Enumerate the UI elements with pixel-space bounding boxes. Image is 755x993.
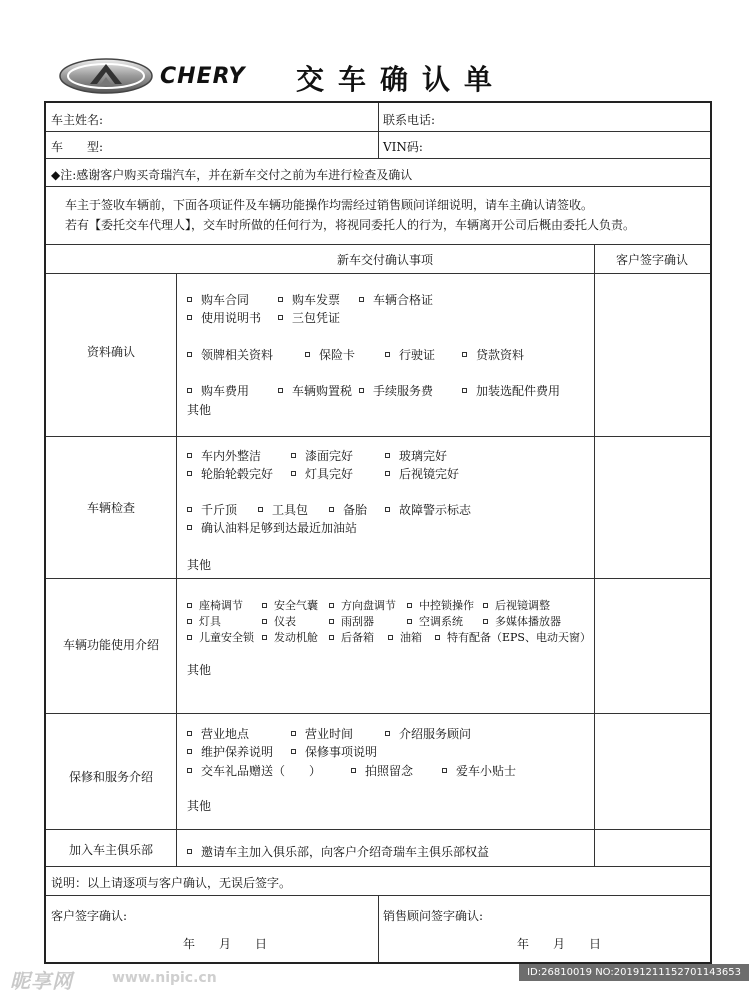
chery-logo-icon bbox=[58, 57, 154, 95]
checkbox-icon bbox=[407, 619, 412, 624]
checkbox-item[interactable]: 玻璃完好 bbox=[385, 447, 447, 464]
page-title: 交车确认单 bbox=[296, 63, 507, 96]
checkbox-item[interactable]: 保修事项说明 bbox=[291, 743, 377, 760]
checkbox-item[interactable]: 特有配备（EPS、电动天窗） bbox=[435, 629, 591, 645]
checkbox-icon bbox=[278, 297, 283, 302]
checkbox-icon bbox=[385, 507, 390, 512]
other-label: 其他 bbox=[187, 558, 212, 572]
checkbox-icon bbox=[187, 471, 192, 476]
checkbox-icon bbox=[187, 849, 192, 854]
checkbox-icon bbox=[359, 388, 364, 393]
checkbox-item[interactable]: 千斤顶 bbox=[187, 501, 237, 518]
checkbox-icon bbox=[187, 603, 192, 608]
other-label: 其他 bbox=[187, 663, 212, 677]
checkbox-item[interactable]: 购车发票 bbox=[278, 291, 340, 308]
brand-name: CHERY bbox=[160, 64, 246, 89]
checkbox-icon bbox=[262, 619, 267, 624]
checkbox-item[interactable]: 确认油料足够到达最近加油站 bbox=[187, 519, 357, 536]
checkbox-icon bbox=[262, 635, 267, 640]
checkbox-item[interactable]: 后备箱 bbox=[329, 629, 374, 645]
checkbox-icon bbox=[385, 453, 390, 458]
notice-line-2: 若有【委托交车代理人】，交车时所做的任何行为，将视同委托人的行为，车辆离开公司后概由委托人负责。 bbox=[65, 218, 636, 232]
checkbox-item[interactable]: 贷款资料 bbox=[462, 346, 524, 363]
checkbox-icon bbox=[291, 453, 296, 458]
checkbox-icon bbox=[187, 635, 192, 640]
checkbox-item[interactable]: 多媒体播放器 bbox=[483, 613, 561, 629]
checkbox-icon bbox=[329, 619, 334, 624]
checkbox-item[interactable]: 爱车小贴士 bbox=[442, 762, 516, 779]
checkbox-item[interactable]: 空调系统 bbox=[407, 613, 463, 629]
checkbox-icon bbox=[262, 603, 267, 608]
notice-note: ◆注:感谢客户购买奇瑞汽车，并在新车交付之前为车进行检查及确认 bbox=[51, 168, 413, 182]
checkbox-item[interactable]: 发动机舱 bbox=[262, 629, 318, 645]
checkbox-item[interactable]: 购车费用 bbox=[187, 382, 249, 399]
checkbox-icon bbox=[329, 603, 334, 608]
column-header-items: 新车交付确认事项 bbox=[336, 253, 433, 267]
checkbox-item[interactable]: 车辆合格证 bbox=[359, 291, 433, 308]
checkbox-icon bbox=[329, 635, 334, 640]
checkbox-item[interactable]: 领牌相关资料 bbox=[187, 346, 273, 363]
model-field[interactable]: 车 型: bbox=[51, 140, 104, 154]
checkbox-icon bbox=[291, 731, 296, 736]
checkbox-item[interactable]: 拍照留念 bbox=[351, 762, 413, 779]
checkbox-icon bbox=[187, 297, 192, 302]
checkbox-item[interactable]: 车内外整洁 bbox=[187, 447, 261, 464]
sales-sign-date[interactable]: 年 月 日 bbox=[517, 937, 602, 951]
section-label-service: 保修和服务介绍 bbox=[68, 770, 153, 784]
checkbox-icon bbox=[187, 525, 192, 530]
checkbox-icon bbox=[187, 507, 192, 512]
checkbox-icon bbox=[278, 315, 283, 320]
checkbox-icon bbox=[462, 388, 467, 393]
checkbox-icon bbox=[258, 507, 263, 512]
checkbox-item[interactable]: 工具包 bbox=[258, 501, 308, 518]
checkbox-item[interactable]: 介绍服务顾问 bbox=[385, 725, 471, 742]
checkbox-item[interactable]: 行驶证 bbox=[385, 346, 435, 363]
checkbox-item[interactable]: 后视镜完好 bbox=[385, 465, 459, 482]
checkbox-item[interactable]: 故障警示标志 bbox=[385, 501, 471, 518]
checkbox-item[interactable]: 座椅调节 bbox=[187, 597, 243, 613]
phone-field[interactable]: 联系电话: bbox=[383, 113, 436, 127]
checkbox-item[interactable]: 维护保养说明 bbox=[187, 743, 273, 760]
column-header-sign: 客户签字确认 bbox=[615, 253, 688, 267]
watermark-url: www.nipic.cn bbox=[112, 970, 217, 986]
checkbox-item[interactable]: 仪表 bbox=[262, 613, 296, 629]
checkbox-item[interactable]: 雨刮器 bbox=[329, 613, 374, 629]
checkbox-icon bbox=[187, 388, 192, 393]
checkbox-item[interactable]: 备胎 bbox=[329, 501, 367, 518]
checkbox-item[interactable]: 保险卡 bbox=[305, 346, 355, 363]
vin-field[interactable]: VIN码: bbox=[383, 140, 423, 154]
checkbox-item[interactable]: 灯具完好 bbox=[291, 465, 353, 482]
checkbox-icon bbox=[187, 619, 192, 624]
checkbox-item[interactable]: 手续服务费 bbox=[359, 382, 433, 399]
checkbox-item[interactable]: 交车礼品赠送（ ） bbox=[187, 762, 321, 779]
checkbox-item[interactable]: 安全气囊 bbox=[262, 597, 318, 613]
checkbox-item[interactable]: 使用说明书 bbox=[187, 309, 261, 326]
watermark-id: ID:26810019 NO:20191211152701143653 bbox=[519, 964, 749, 981]
checkbox-item[interactable]: 营业地点 bbox=[187, 725, 249, 742]
checkbox-icon bbox=[351, 768, 356, 773]
checkbox-icon bbox=[483, 603, 488, 608]
checkbox-icon bbox=[385, 471, 390, 476]
checkbox-icon bbox=[462, 352, 467, 357]
checkbox-item[interactable]: 邀请车主加入俱乐部，向客户介绍奇瑞车主俱乐部权益 bbox=[187, 843, 489, 860]
customer-sign-date[interactable]: 年 月 日 bbox=[183, 937, 268, 951]
checkbox-icon bbox=[187, 731, 192, 736]
checkbox-item[interactable]: 中控锁操作 bbox=[407, 597, 474, 613]
checkbox-icon bbox=[329, 507, 334, 512]
checkbox-icon bbox=[305, 352, 310, 357]
checkbox-item[interactable]: 后视镜调整 bbox=[483, 597, 550, 613]
checkbox-icon bbox=[187, 315, 192, 320]
checkbox-icon bbox=[435, 635, 440, 640]
customer-sign-label[interactable]: 客户签字确认: bbox=[51, 909, 128, 923]
checkbox-icon bbox=[483, 619, 488, 624]
section-label-club: 加入车主俱乐部 bbox=[68, 843, 153, 857]
checkbox-icon bbox=[359, 297, 364, 302]
checkbox-icon bbox=[407, 603, 412, 608]
checkbox-item[interactable]: 购车合同 bbox=[187, 291, 249, 308]
section-label-inspection: 车辆检查 bbox=[86, 501, 135, 515]
other-label: 其他 bbox=[187, 403, 212, 417]
checkbox-item[interactable]: 营业时间 bbox=[291, 725, 353, 742]
watermark bbox=[0, 963, 755, 993]
other-label: 其他 bbox=[187, 799, 212, 813]
checkbox-icon bbox=[278, 388, 283, 393]
checkbox-item[interactable]: 加装选配件费用 bbox=[462, 382, 560, 399]
sales-sign-label[interactable]: 销售顾问签字确认: bbox=[383, 909, 484, 923]
checkbox-item[interactable]: 车辆购置税 bbox=[278, 382, 352, 399]
notice-line-1: 车主于签收车辆前，下面各项证件及车辆功能操作均需经过销售顾问详细说明，请车主确认请签收。 bbox=[65, 198, 594, 212]
checkbox-item[interactable]: 漆面完好 bbox=[291, 447, 353, 464]
checkbox-icon bbox=[385, 731, 390, 736]
checkbox-item[interactable]: 方向盘调节 bbox=[329, 597, 396, 613]
checkbox-icon bbox=[291, 471, 296, 476]
delivery-form bbox=[44, 101, 712, 964]
checkbox-icon bbox=[291, 749, 296, 754]
checkbox-icon bbox=[385, 352, 390, 357]
checkbox-icon bbox=[388, 635, 393, 640]
header bbox=[0, 0, 755, 100]
owner-name-field[interactable]: 车主姓名: bbox=[51, 113, 104, 127]
section-label-documents: 资料确认 bbox=[86, 345, 135, 359]
checkbox-item[interactable]: 油箱 bbox=[388, 629, 422, 645]
watermark-logo: 昵享网 bbox=[10, 969, 73, 993]
section-label-functions: 车辆功能使用介绍 bbox=[62, 638, 159, 652]
checkbox-icon bbox=[187, 352, 192, 357]
checkbox-item[interactable]: 灯具 bbox=[187, 613, 221, 629]
checkbox-item[interactable]: 儿童安全锁 bbox=[187, 629, 254, 645]
checkbox-item[interactable]: 轮胎轮毂完好 bbox=[187, 465, 273, 482]
checkbox-icon bbox=[442, 768, 447, 773]
checkbox-icon bbox=[187, 453, 192, 458]
checkbox-item[interactable]: 三包凭证 bbox=[278, 309, 340, 326]
statement: 说明：以上请逐项与客户确认，无误后签字。 bbox=[51, 876, 292, 890]
checkbox-icon bbox=[187, 768, 192, 773]
checkbox-icon bbox=[187, 749, 192, 754]
